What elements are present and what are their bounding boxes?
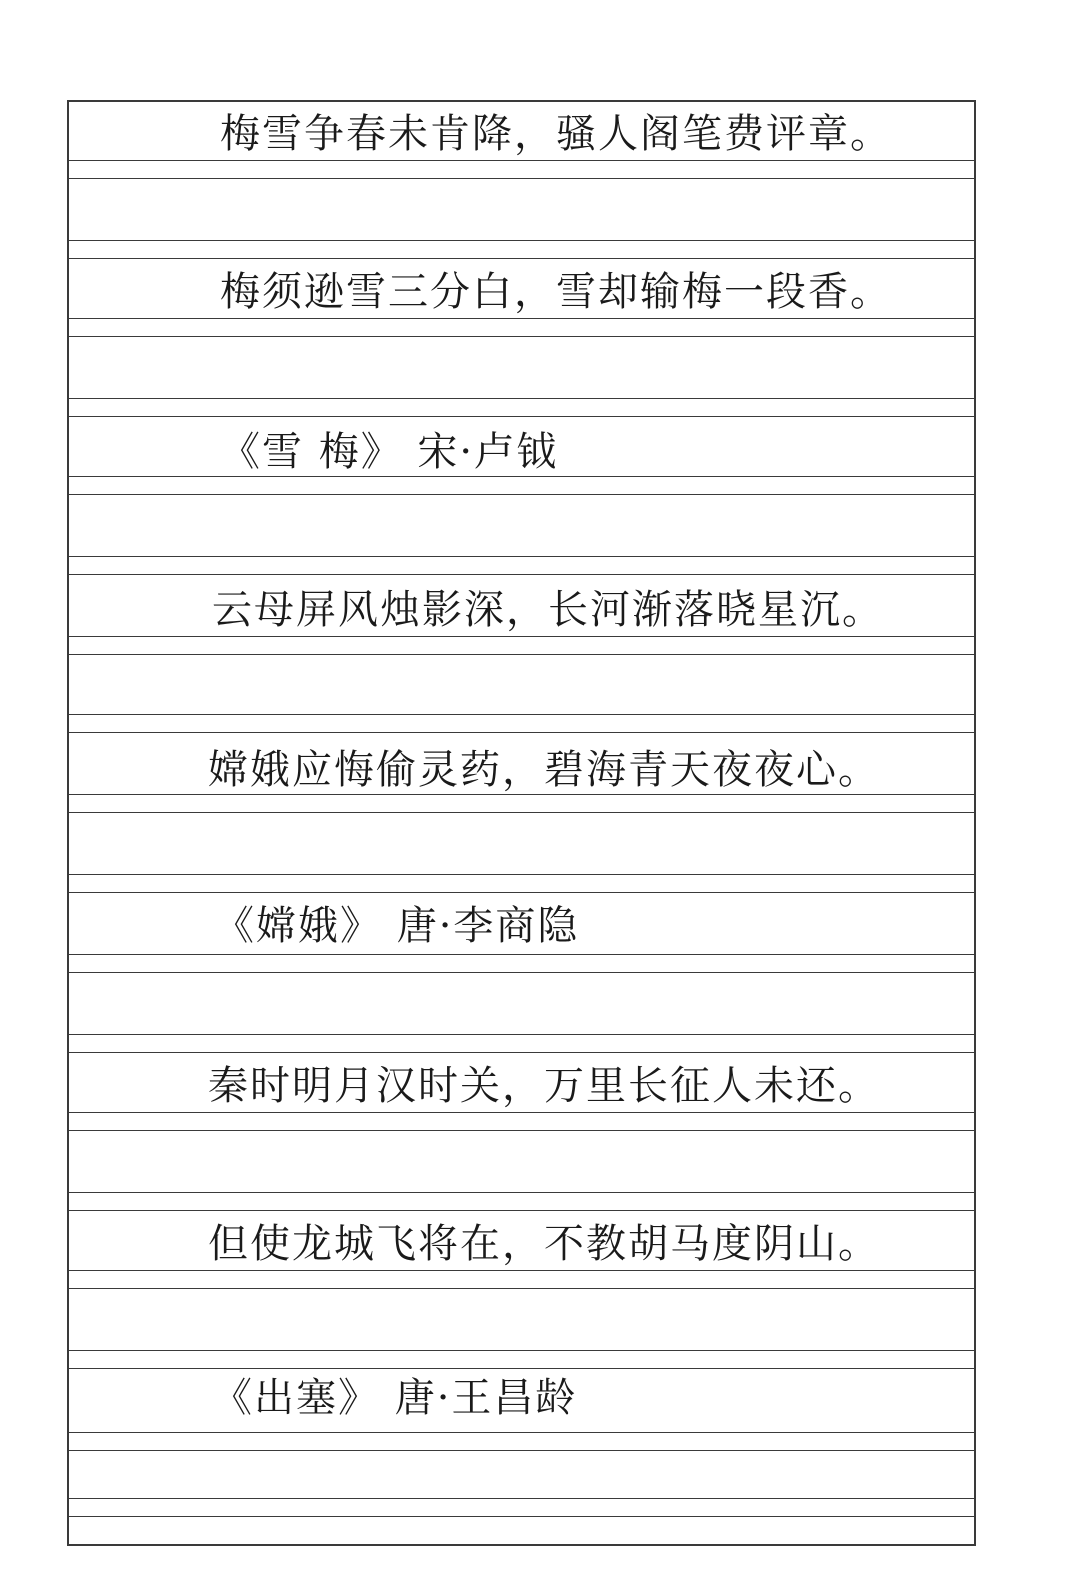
rule-line	[69, 732, 974, 733]
rule-line	[69, 1350, 974, 1351]
ruled-paper-sheet	[67, 100, 976, 1546]
rule-line	[69, 1192, 974, 1193]
rule-line	[69, 1498, 974, 1499]
rule-line	[69, 1516, 974, 1517]
rule-line	[69, 476, 974, 477]
rule-line	[69, 398, 974, 399]
rule-line	[69, 972, 974, 973]
poem-line: 秦时明月汉时关，万里长征人未还。	[208, 1063, 880, 1109]
poem-line: 梅须逊雪三分白，雪却输梅一段香。	[220, 269, 892, 315]
rule-line	[69, 258, 974, 259]
rule-line	[69, 416, 974, 417]
rule-line	[69, 1450, 974, 1451]
rule-line	[69, 1130, 974, 1131]
rule-line	[69, 812, 974, 813]
rule-line	[69, 714, 974, 715]
rule-line	[69, 1034, 974, 1035]
rule-line	[69, 1270, 974, 1271]
rule-line	[69, 892, 974, 893]
rule-line	[69, 574, 974, 575]
poem-line: 嫦娥应悔偷灵药，碧海青天夜夜心。	[208, 747, 880, 793]
rule-line	[69, 318, 974, 319]
rule-line	[69, 1052, 974, 1053]
poem-attribution: 《出塞》 唐·王昌龄	[212, 1375, 578, 1421]
rule-line	[69, 160, 974, 161]
rule-line	[69, 240, 974, 241]
rule-line	[69, 336, 974, 337]
rule-line	[69, 954, 974, 955]
rule-line	[69, 556, 974, 557]
rule-line	[69, 178, 974, 179]
poem-line: 梅雪争春未肯降，骚人阁笔费评章。	[220, 111, 892, 157]
poem-line: 云母屏风烛影深，长河渐落晓星沉。	[212, 587, 884, 633]
rule-line	[69, 1210, 974, 1211]
poem-attribution: 《雪 梅》 宋·卢钺	[220, 429, 559, 475]
rule-line	[69, 1112, 974, 1113]
rule-line	[69, 494, 974, 495]
rule-line	[69, 1432, 974, 1433]
rule-line	[69, 636, 974, 637]
rule-line	[69, 794, 974, 795]
rule-line	[69, 1288, 974, 1289]
poem-attribution: 《嫦娥》 唐·李商隐	[214, 903, 580, 949]
rule-line	[69, 654, 974, 655]
rule-line	[69, 874, 974, 875]
poem-line: 但使龙城飞将在，不教胡马度阴山。	[208, 1221, 880, 1267]
rule-line	[69, 1368, 974, 1369]
